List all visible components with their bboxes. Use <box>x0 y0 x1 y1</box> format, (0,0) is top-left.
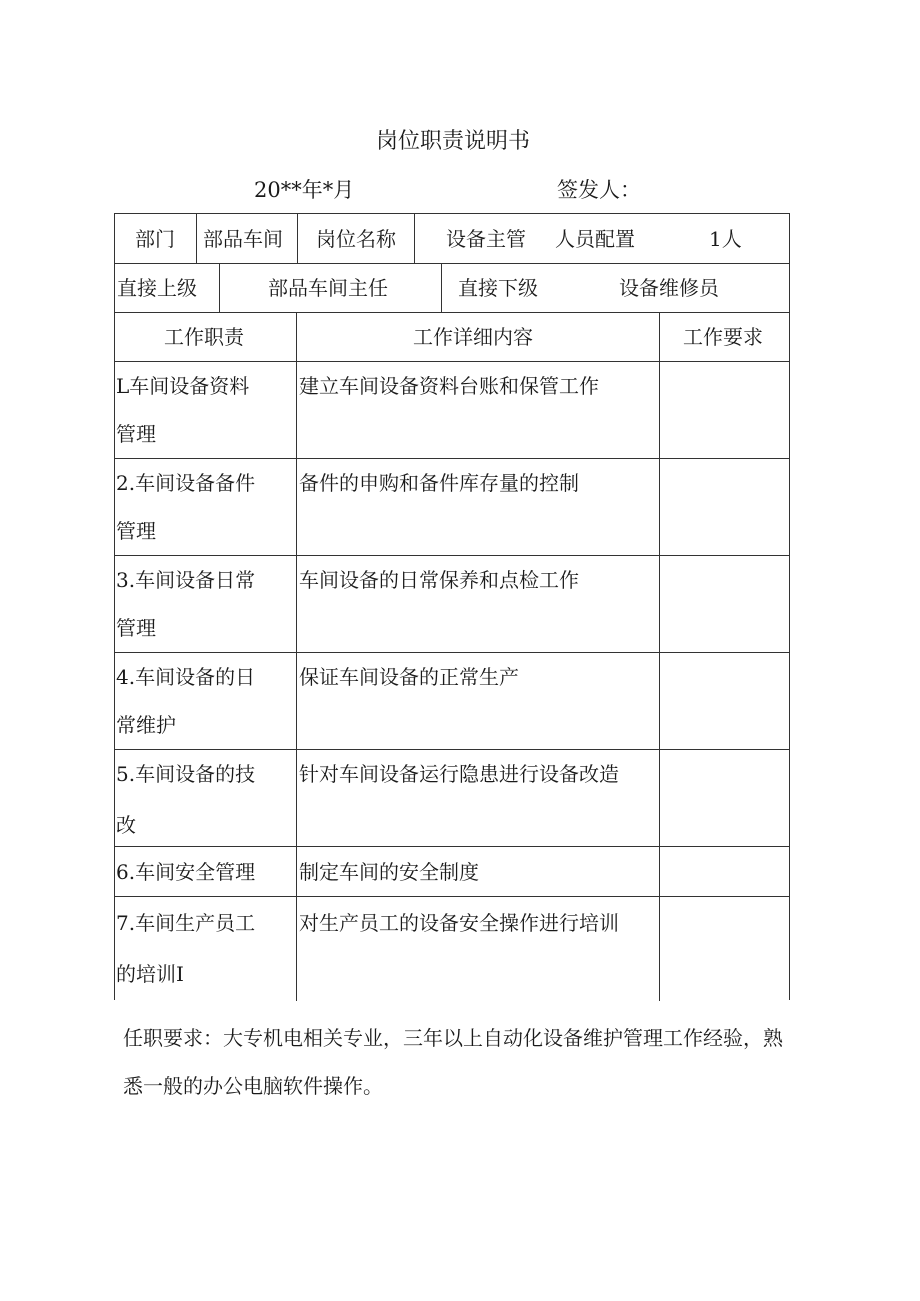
document-date: 20**年*月 <box>254 178 355 202</box>
duty-table <box>114 213 790 1000</box>
col-detail: 工作详细内容 <box>413 325 533 349</box>
subordinate-label: 直接下级 <box>458 276 538 300</box>
position-label: 岗位名称 <box>316 227 396 251</box>
position-value: 设备主管 <box>446 227 526 251</box>
duty-line1: 4.车间设备的日 <box>116 665 256 689</box>
header-row-1 <box>115 214 789 264</box>
subordinate-value: 设备维修员 <box>619 276 719 300</box>
duty-line1: 5.车间设备的技 <box>116 762 256 786</box>
duty-line2: 管理 <box>116 422 156 446</box>
header-row-2 <box>115 264 789 313</box>
detail-text: 建立车间设备资料台账和保管工作 <box>299 374 599 398</box>
duty-line2: 管理 <box>116 616 156 640</box>
table-row <box>115 556 789 653</box>
column-header-row <box>115 313 789 362</box>
col-requirement: 工作要求 <box>683 325 763 349</box>
detail-text: 保证车间设备的正常生产 <box>299 665 519 689</box>
duty-line1: L车间设备资料 <box>116 374 250 398</box>
table-row <box>115 459 789 556</box>
duty-line2: 常维护 <box>116 713 176 737</box>
document-title: 岗位职责说明书 <box>375 129 530 154</box>
table-row <box>115 750 789 847</box>
detail-text: 对生产员工的设备安全操作进行培训 <box>299 911 619 935</box>
detail-text: 车间设备的日常保养和点检工作 <box>299 568 579 592</box>
duty-line1: 3.车间设备日常 <box>116 568 256 592</box>
detail-text: 针对车间设备运行隐患进行设备改造 <box>299 762 619 786</box>
duty-line2: 的培训I <box>116 962 184 986</box>
duty-line2: 管理 <box>116 519 156 543</box>
staffing-value: 1人 <box>709 227 742 251</box>
detail-text: 备件的申购和备件库存量的控制 <box>299 471 579 495</box>
table-row <box>115 653 789 750</box>
col-duty: 工作职责 <box>164 325 244 349</box>
duty-line1: 2.车间设备备件 <box>116 471 256 495</box>
issuer-label: 签发人： <box>557 178 641 202</box>
dept-value: 部品车间 <box>203 227 283 251</box>
table-row <box>115 897 789 1001</box>
table-row <box>115 362 789 459</box>
duty-line1: 6.车间安全管理 <box>116 860 256 884</box>
duty-line1: 7.车间生产员工 <box>116 911 256 935</box>
superior-label: 直接上级 <box>117 276 197 300</box>
staffing-label: 人员配置 <box>555 227 635 251</box>
table-row <box>115 847 789 897</box>
dept-label: 部门 <box>135 227 175 251</box>
detail-text: 制定车间的安全制度 <box>299 860 479 884</box>
duty-line2: 改 <box>116 813 136 837</box>
job-requirements: 任职要求：大专机电相关专业，三年以上自动化设备维护管理工作经验，熟悉一般的办公电脑软件操作。 <box>123 1026 783 1098</box>
superior-value: 部品车间主任 <box>268 276 388 300</box>
